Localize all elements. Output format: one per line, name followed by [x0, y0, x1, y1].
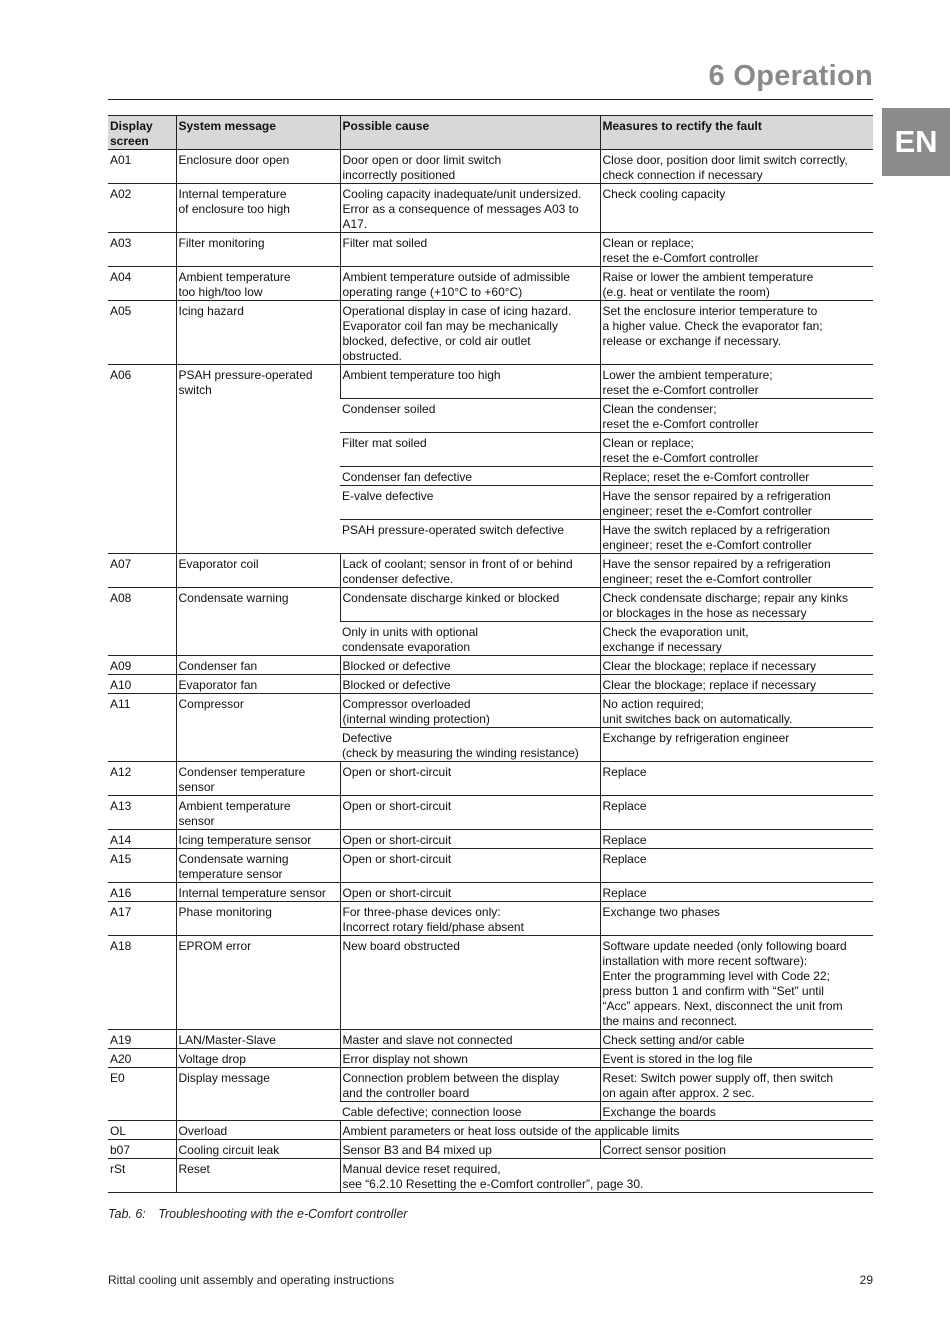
display-code-cell: A10	[108, 675, 176, 694]
system-message-cell: Evaporator coil	[176, 554, 340, 588]
possible-cause-cell: Filter mat soiled	[340, 233, 600, 267]
possible-cause-cell: Open or short-circuit	[340, 762, 600, 796]
measure-cell: Set the enclosure interior temperature to a higher value. Check the evaporator fan; release or exchange if necessary.	[600, 301, 873, 365]
system-message-cell: Cooling circuit leak	[176, 1140, 340, 1159]
system-message-cell: Phase monitoring	[176, 902, 340, 936]
table-row	[108, 1049, 873, 1068]
system-message-cell: Compressor	[176, 694, 340, 762]
measure-cell: Clean the condenser; reset the e-Comfort controller	[600, 399, 873, 433]
measure-cell: Event is stored in the log file	[600, 1049, 873, 1068]
measure-cell: Check the evaporation unit, exchange if necessary	[600, 622, 873, 656]
system-message-cell: Icing hazard	[176, 301, 340, 365]
system-message-cell: LAN/Master-Slave	[176, 1030, 340, 1049]
system-message-cell: Condenser fan	[176, 656, 340, 675]
display-code-cell: E0	[108, 1068, 176, 1121]
possible-cause-cell: Filter mat soiled	[340, 433, 600, 467]
measure-cell: No action required; unit switches back on automatically.	[600, 694, 873, 728]
possible-cause-cell: Master and slave not connected	[340, 1030, 600, 1049]
display-code-cell: rSt	[108, 1159, 176, 1193]
display-code-cell: A13	[108, 796, 176, 830]
possible-cause-cell: Operational display in case of icing hazard. Evaporator coil fan may be mechanically blocked, defective, or cold air outlet obstructed.	[340, 301, 600, 365]
table-header-row	[108, 116, 873, 150]
possible-cause-cell: Condenser fan defective	[340, 467, 600, 486]
table-row	[108, 233, 873, 267]
measure-cell: Clean or replace; reset the e-Comfort controller	[600, 233, 873, 267]
footer-page-number: 29	[859, 1273, 873, 1287]
table-row	[108, 656, 873, 675]
measure-cell: Close door, position door limit switch correctly, check connection if necessary	[600, 150, 873, 184]
possible-cause-cell: Open or short-circuit	[340, 883, 600, 902]
table-row	[108, 267, 873, 301]
system-message-cell: Icing temperature sensor	[176, 830, 340, 849]
table-row	[108, 184, 873, 233]
possible-cause-cell: Open or short-circuit	[340, 830, 600, 849]
measure-cell: Replace	[600, 762, 873, 796]
table-row	[108, 150, 873, 184]
table-row	[108, 762, 873, 796]
table-row	[108, 849, 873, 883]
table-row	[108, 1121, 873, 1140]
header-rule	[108, 99, 873, 100]
possible-cause-cell: Manual device reset required, see “6.2.10 Resetting the e-Comfort controller”, page 30.	[340, 1159, 873, 1193]
table-row	[108, 1159, 873, 1193]
measure-cell: Have the sensor repaired by a refrigeration engineer; reset the e-Comfort controller	[600, 486, 873, 520]
system-message-cell: Enclosure door open	[176, 150, 340, 184]
table-row	[108, 301, 873, 365]
measure-cell: Replace	[600, 830, 873, 849]
measure-cell: Reset: Switch power supply off, then switch on again after approx. 2 sec.	[600, 1068, 873, 1102]
system-message-cell: Condensate warning temperature sensor	[176, 849, 340, 883]
table-row	[108, 883, 873, 902]
possible-cause-cell: Blocked or defective	[340, 656, 600, 675]
table-row	[108, 830, 873, 849]
system-message-cell: Filter monitoring	[176, 233, 340, 267]
possible-cause-cell: Only in units with optional condensate evaporation	[340, 622, 600, 656]
measure-cell: Clear the blockage; replace if necessary	[600, 656, 873, 675]
measure-cell: Correct sensor position	[600, 1140, 873, 1159]
troubleshooting-table	[108, 115, 873, 1193]
display-code-cell: A18	[108, 936, 176, 1030]
display-code-cell: A09	[108, 656, 176, 675]
system-message-cell: Condensate warning	[176, 588, 340, 656]
display-code-cell: A04	[108, 267, 176, 301]
display-code-cell: A07	[108, 554, 176, 588]
measure-cell: Check cooling capacity	[600, 184, 873, 233]
display-code-cell: A20	[108, 1049, 176, 1068]
troubleshooting-table-container	[108, 115, 873, 1193]
possible-cause-cell: New board obstructed	[340, 936, 600, 1030]
table-row	[108, 1140, 873, 1159]
system-message-cell: PSAH pressure-operated switch	[176, 365, 340, 554]
table-row	[108, 796, 873, 830]
system-message-cell: Condenser temperature sensor	[176, 762, 340, 796]
measure-cell: Replace	[600, 849, 873, 883]
table-row	[108, 1030, 873, 1049]
table-row	[108, 588, 873, 622]
possible-cause-cell: Door open or door limit switch incorrectly positioned	[340, 150, 600, 184]
system-message-cell: Ambient temperature too high/too low	[176, 267, 340, 301]
table-row	[108, 902, 873, 936]
measure-cell: Exchange two phases	[600, 902, 873, 936]
measure-cell: Check condensate discharge; repair any kinks or blockages in the hose as necessary	[600, 588, 873, 622]
possible-cause-cell: Blocked or defective	[340, 675, 600, 694]
possible-cause-cell: Ambient temperature outside of admissible operating range (+10°C to +60°C)	[340, 267, 600, 301]
measure-cell: Clear the blockage; replace if necessary	[600, 675, 873, 694]
measure-cell: Replace	[600, 883, 873, 902]
display-code-cell: A16	[108, 883, 176, 902]
system-message-cell: Internal temperature sensor	[176, 883, 340, 902]
display-code-cell: A19	[108, 1030, 176, 1049]
measure-cell: Lower the ambient temperature; reset the e-Comfort controller	[600, 365, 873, 399]
display-code-cell: A02	[108, 184, 176, 233]
measure-cell: Clean or replace; reset the e-Comfort controller	[600, 433, 873, 467]
table-row	[108, 675, 873, 694]
possible-cause-cell: Open or short-circuit	[340, 796, 600, 830]
system-message-cell: Internal temperature of enclosure too high	[176, 184, 340, 233]
system-message-cell: Overload	[176, 1121, 340, 1140]
table-row	[108, 365, 873, 399]
possible-cause-cell: PSAH pressure-operated switch defective	[340, 520, 600, 554]
chapter-title: 6 Operation	[708, 60, 873, 92]
possible-cause-cell: Cooling capacity inadequate/unit undersized. Error as a consequence of messages A03 to A17.	[340, 184, 600, 233]
table-row	[108, 694, 873, 728]
system-message-cell: Voltage drop	[176, 1049, 340, 1068]
possible-cause-cell: Ambient temperature too high	[340, 365, 600, 399]
possible-cause-cell: Open or short-circuit	[340, 849, 600, 883]
system-message-cell: Ambient temperature sensor	[176, 796, 340, 830]
table-row	[108, 936, 873, 1030]
possible-cause-cell: Sensor B3 and B4 mixed up	[340, 1140, 600, 1159]
system-message-cell: Display message	[176, 1068, 340, 1121]
system-message-cell: Evaporator fan	[176, 675, 340, 694]
column-header-possible-cause: Possible cause	[340, 116, 600, 150]
table-row	[108, 554, 873, 588]
display-code-cell: A06	[108, 365, 176, 554]
display-code-cell: A01	[108, 150, 176, 184]
measure-cell: Have the sensor repaired by a refrigeration engineer; reset the e-Comfort controller	[600, 554, 873, 588]
measure-cell: Exchange the boards	[600, 1102, 873, 1121]
column-header-display-screen: Display screen	[108, 116, 176, 150]
display-code-cell: OL	[108, 1121, 176, 1140]
measure-cell: Replace; reset the e-Comfort controller	[600, 467, 873, 486]
possible-cause-cell: Condenser soiled	[340, 399, 600, 433]
display-code-cell: A15	[108, 849, 176, 883]
display-code-cell: A17	[108, 902, 176, 936]
possible-cause-cell: Defective (check by measuring the winding resistance)	[340, 728, 600, 762]
possible-cause-cell: Lack of coolant; sensor in front of or behind condenser defective.	[340, 554, 600, 588]
possible-cause-cell: Cable defective; connection loose	[340, 1102, 600, 1121]
system-message-cell: Reset	[176, 1159, 340, 1193]
possible-cause-cell: Compressor overloaded (internal winding protection)	[340, 694, 600, 728]
language-tab: EN	[882, 108, 950, 176]
display-code-cell: A14	[108, 830, 176, 849]
possible-cause-cell: For three-phase devices only: Incorrect rotary field/phase absent	[340, 902, 600, 936]
display-code-cell: A05	[108, 301, 176, 365]
possible-cause-cell: Condensate discharge kinked or blocked	[340, 588, 600, 622]
display-code-cell: b07	[108, 1140, 176, 1159]
display-code-cell: A12	[108, 762, 176, 796]
possible-cause-cell: Ambient parameters or heat loss outside of the applicable limits	[340, 1121, 873, 1140]
display-code-cell: A03	[108, 233, 176, 267]
measure-cell: Have the switch replaced by a refrigeration engineer; reset the e-Comfort controller	[600, 520, 873, 554]
table-caption: Tab. 6: Troubleshooting with the e-Comfort controller	[108, 1207, 408, 1221]
table-body	[108, 150, 873, 1193]
column-header-measures: Measures to rectify the fault	[600, 116, 873, 150]
measure-cell: Raise or lower the ambient temperature (e.g. heat or ventilate the room)	[600, 267, 873, 301]
display-code-cell: A11	[108, 694, 176, 762]
system-message-cell: EPROM error	[176, 936, 340, 1030]
footer-document-title: Rittal cooling unit assembly and operating instructions	[108, 1273, 395, 1287]
measure-cell: Exchange by refrigeration engineer	[600, 728, 873, 762]
possible-cause-cell: Error display not shown	[340, 1049, 600, 1068]
possible-cause-cell: E-valve defective	[340, 486, 600, 520]
possible-cause-cell: Connection problem between the display and the controller board	[340, 1068, 600, 1102]
table-row	[108, 1068, 873, 1102]
display-code-cell: A08	[108, 588, 176, 656]
measure-cell: Software update needed (only following board installation with more recent software): Enter the programming level with Code 22; press button 1 and confirm with “Set” until “Acc” appears. Next, disconnect the unit from the mains and reconnect.	[600, 936, 873, 1030]
measure-cell: Replace	[600, 796, 873, 830]
column-header-system-message: System message	[176, 116, 340, 150]
measure-cell: Check setting and/or cable	[600, 1030, 873, 1049]
